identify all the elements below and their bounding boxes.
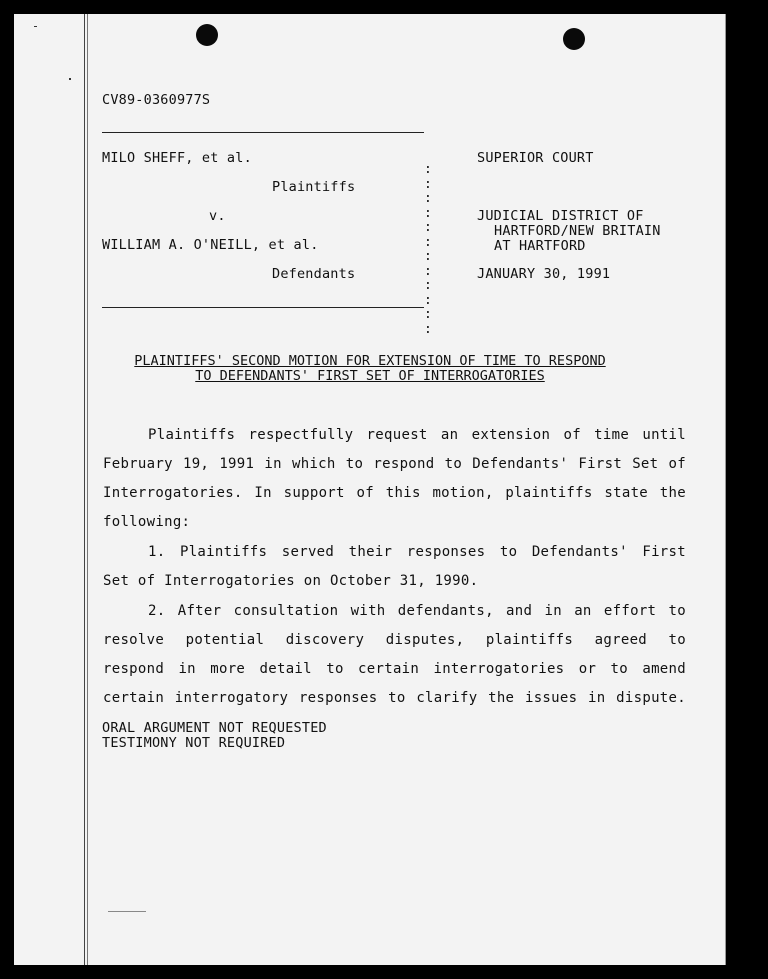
caption-top-rule <box>102 132 424 133</box>
testimony-note: TESTIMONY NOT REQUIRED <box>102 735 286 751</box>
body-line: 1. Plaintiffs served their responses to Defendants' First <box>148 544 686 560</box>
defendant-name: WILLIAM A. O'NEILL, et al. <box>102 237 319 253</box>
body-line: respond in more detail to certain interrogatories or to amend <box>103 661 686 677</box>
filing-date: JANUARY 30, 1991 <box>477 266 611 282</box>
margin-rule-inner <box>87 14 88 965</box>
punch-hole-left <box>196 24 218 46</box>
defendant-role: Defendants <box>272 266 356 282</box>
body-line: certain interrogatory responses to clarify the issues in dispute. <box>103 690 686 706</box>
scan-speck <box>34 26 37 27</box>
versus-label: v. <box>209 208 226 224</box>
caption-separator-column: : : : : : : : : : : : : <box>424 162 432 337</box>
body-line: resolve potential discovery disputes, plaintiffs agreed to <box>103 632 686 648</box>
scan-artifact-line <box>108 911 146 912</box>
plaintiff-role: Plaintiffs <box>272 179 356 195</box>
body-line: following: <box>103 514 191 530</box>
body-line: Plaintiffs respectfully request an extension of time until <box>148 427 686 443</box>
plaintiff-name: MILO SHEFF, et al. <box>102 150 252 166</box>
oral-argument-note: ORAL ARGUMENT NOT REQUESTED <box>102 720 327 736</box>
margin-rule-right <box>725 14 726 965</box>
motion-title-line-2: TO DEFENDANTS' FIRST SET OF INTERROGATORIES <box>195 368 545 384</box>
case-number: CV89-0360977S <box>102 92 211 108</box>
body-line: Interrogatories. In support of this motion, plaintiffs state the <box>103 485 686 501</box>
caption-bottom-rule <box>102 307 424 308</box>
district-line-2: HARTFORD/NEW BRITAIN <box>494 223 661 239</box>
document-page <box>14 14 726 965</box>
margin-rule-outer <box>84 14 85 965</box>
punch-hole-right <box>563 28 585 50</box>
court-name: SUPERIOR COURT <box>477 150 594 166</box>
body-line: 2. After consultation with defendants, and in an effort to <box>148 603 686 619</box>
body-line: Set of Interrogatories on October 31, 1990. <box>103 573 479 589</box>
body-line: February 19, 1991 in which to respond to Defendants' First Set of <box>103 456 686 472</box>
district-line-3: AT HARTFORD <box>494 238 586 254</box>
district-line-1: JUDICIAL DISTRICT OF <box>477 208 644 224</box>
motion-title-line-1: PLAINTIFFS' SECOND MOTION FOR EXTENSION OF TIME TO RESPOND <box>134 353 606 369</box>
scan-speck <box>69 78 71 80</box>
